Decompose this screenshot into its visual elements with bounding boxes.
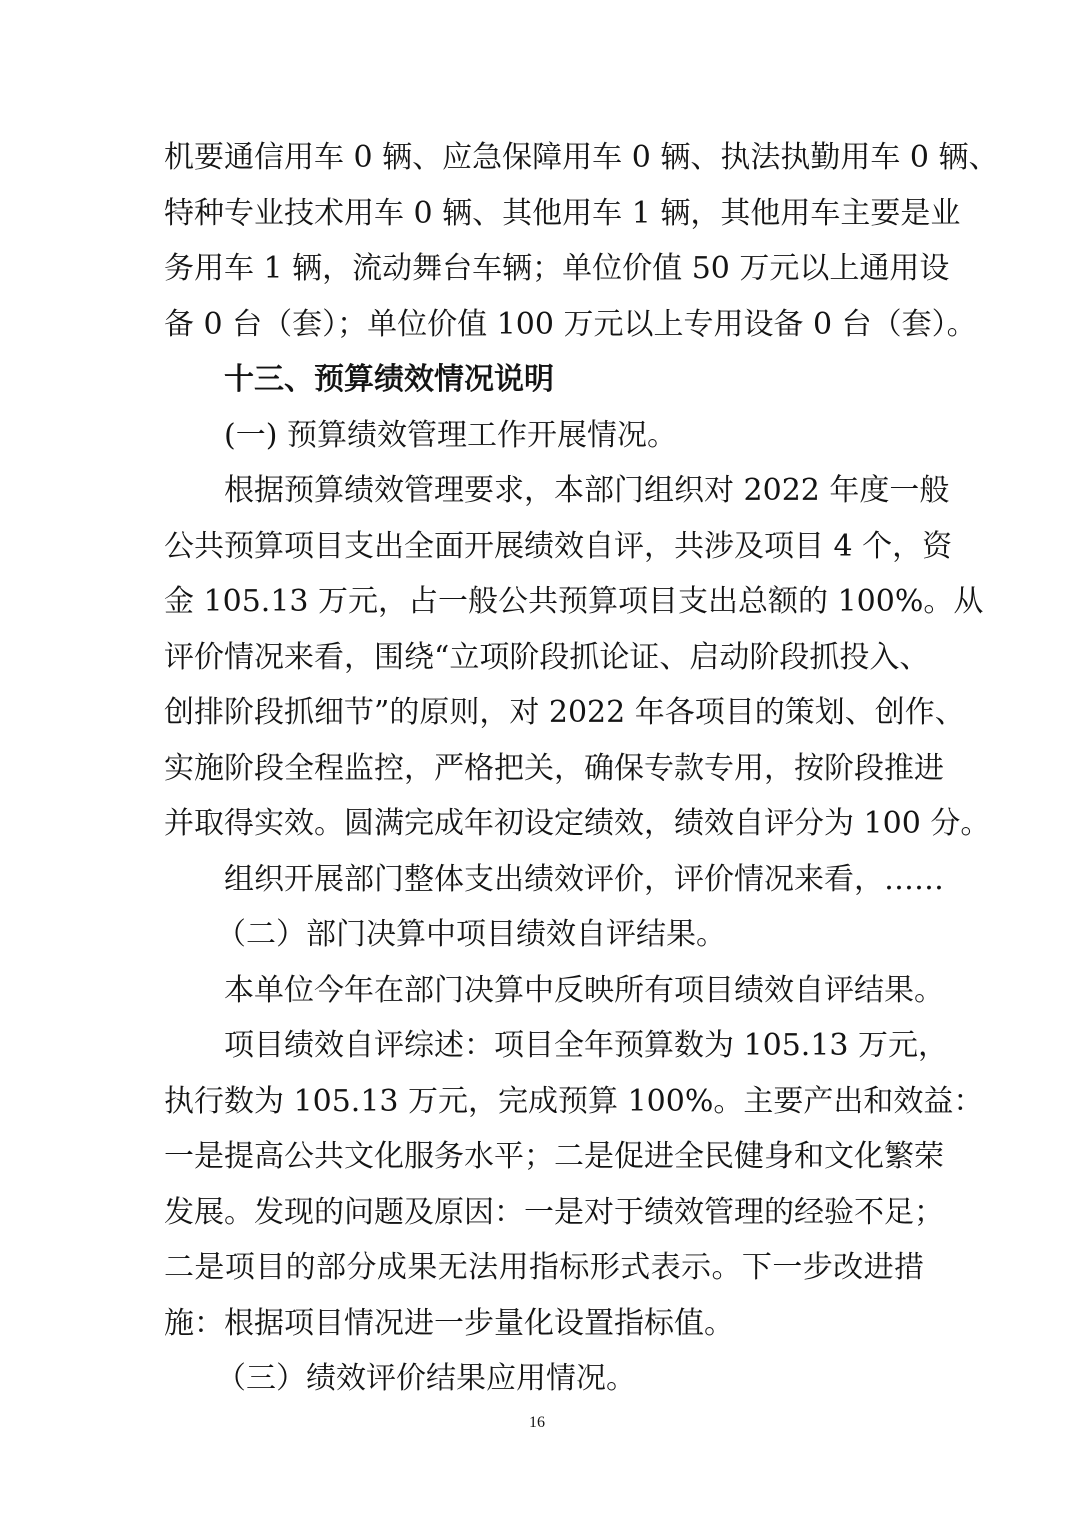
text-line: 实施阶段全程监控，严格把关，确保专款专用，按阶段推进 (164, 750, 944, 786)
document-body (164, 130, 999, 1407)
paragraph (164, 130, 999, 352)
text-line: 创排阶段抓细节”的原则，对 2022 年各项目的策划、创作、 (164, 695, 965, 730)
text-line: 金 105.13 万元，占一般公共预算项目支出总额的 100%。从 (164, 584, 984, 619)
text-line: 特种专业技术用车 0 辆、其他用车 1 辆，其他用车主要是业 (164, 195, 961, 231)
subsection-heading (164, 408, 924, 464)
text-line: 根据预算绩效管理要求，本部门组织对 2022 年度一般 (224, 473, 950, 508)
text-line: （三）绩效评价结果应用情况。 (216, 1361, 636, 1396)
text-line: 组织开展部门整体支出绩效评价，评价情况来看，…… (224, 861, 944, 897)
subsection-heading (164, 1351, 924, 1407)
paragraph (164, 963, 944, 1019)
text-line: 机要通信用车 0 辆、应急保障用车 0 辆、执法执勤用车 0 辆、 (164, 140, 999, 175)
paragraph (164, 852, 944, 908)
text-line: 公共预算项目支出全面开展绩效自评，共涉及项目 4 个，资 (164, 528, 953, 564)
text-line: （二）部门决算中项目绩效自评结果。 (216, 917, 726, 952)
text-line: 一是提高公共文化服务水平；二是促进全民健身和文化繁荣 (164, 1139, 944, 1174)
text-line: 执行数为 105.13 万元，完成预算 100%。主要产出和效益： (164, 1083, 984, 1119)
text-line: 备 0 台（套）；单位价值 100 万元以上专用设备 0 台（套）。 (164, 306, 977, 342)
page-number: 16 (529, 1414, 545, 1431)
paragraph (164, 463, 991, 852)
text-line: 本单位今年在部门决算中反映所有项目绩效自评结果。 (224, 972, 944, 1008)
text-line: 二是项目的部分成果无法用指标形式表示。下一步改进措 (164, 1250, 924, 1285)
text-line: 发展。发现的问题及原因：一是对于绩效管理的经验不足； (164, 1194, 944, 1230)
subsection-heading (164, 907, 924, 963)
text-line: 务用车 1 辆，流动舞台车辆；单位价值 50 万元以上通用设 (164, 251, 950, 286)
text-line: (一) 预算绩效管理工作开展情况。 (224, 417, 677, 453)
paragraph (164, 1018, 984, 1351)
text-line: 评价情况来看，围绕“立项阶段抓论证、启动阶段抓投入、 (164, 639, 930, 675)
text-line: 并取得实效。圆满完成年初设定绩效，绩效自评分为 100 分。 (164, 806, 991, 841)
text-line: 十三、预算绩效情况说明 (224, 362, 554, 397)
section-heading (164, 352, 924, 408)
text-line: 项目绩效自评综述：项目全年预算数为 105.13 万元， (224, 1028, 949, 1063)
text-line: 施：根据项目情况进一步量化设置指标值。 (164, 1305, 734, 1341)
